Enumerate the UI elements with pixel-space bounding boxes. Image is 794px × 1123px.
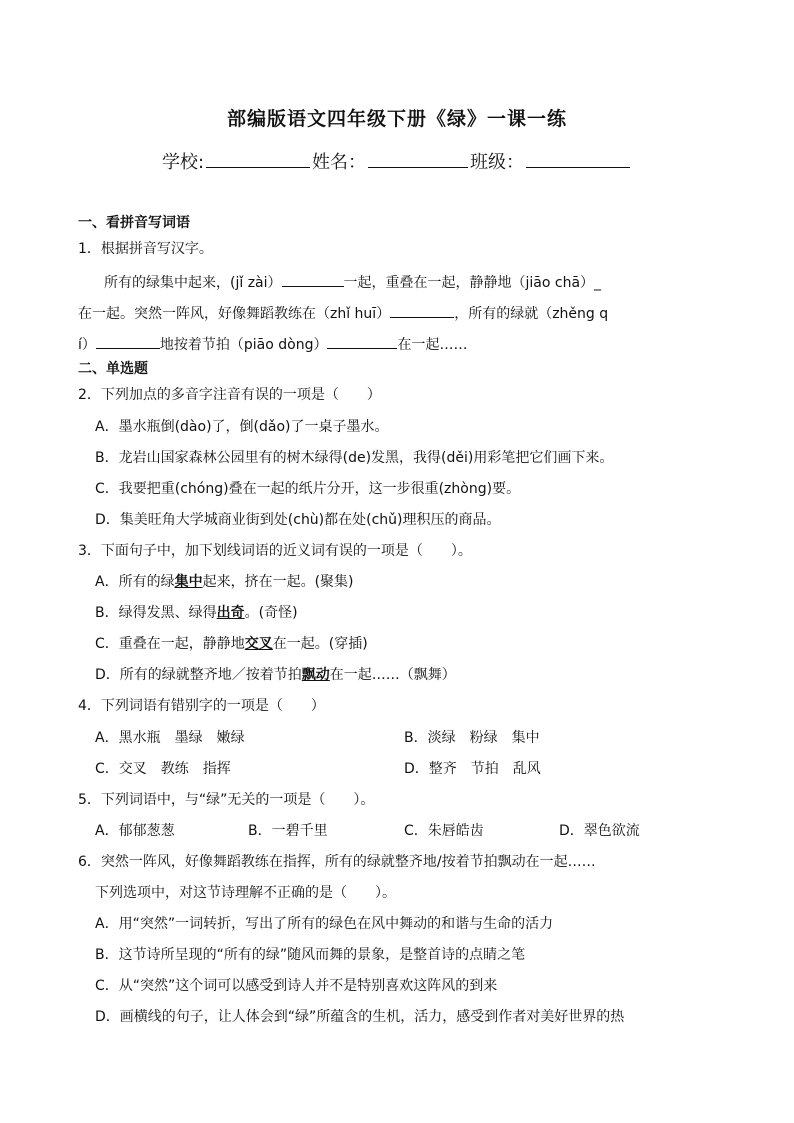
answer-blank[interactable] [390, 303, 454, 318]
q3-option-d[interactable] [95, 666, 456, 684]
q4-option-c[interactable]: C．交叉 教练 指挥 [95, 761, 231, 777]
q1-text: 在一起。突然一阵风，好像舞蹈教练在（zhǐ huī） [78, 306, 391, 322]
underlined-word: 飘动 [301, 667, 330, 683]
q1-line-3 [78, 334, 467, 354]
option-text: 起来，挤在一起。(聚集) [202, 574, 354, 590]
q3-option-c[interactable] [95, 635, 368, 653]
q5-option-a[interactable]: A．郁郁葱葱 [95, 823, 175, 839]
q1-text: ，所有的绿就（zhěng q [454, 306, 609, 322]
q1-text: 在一起…… [397, 337, 468, 353]
name-blank[interactable] [368, 149, 468, 168]
answer-blank[interactable] [282, 272, 344, 287]
question-2: 2．下列加点的多音字注音有误的一项是（ ） [78, 387, 381, 403]
section-2-heading: 二、单选题 [78, 361, 148, 377]
underlined-word: 集中 [174, 574, 203, 590]
q1-line-1 [104, 272, 601, 292]
q6-option-b[interactable]: B．这节诗所呈现的“所有的绿”随风而舞的景象，是整首诗的点睛之笔 [95, 947, 526, 963]
q1-text: 所有的绿集中起来，(jǐ zài） [104, 275, 282, 291]
option-text: 在一起……（飘舞） [329, 667, 456, 683]
q1-text: í） [78, 337, 96, 353]
name-label: 姓名： [312, 152, 367, 173]
class-label: 班级： [470, 152, 525, 173]
student-info-line [0, 148, 794, 174]
school-blank[interactable] [206, 149, 310, 168]
school-label: 学校: [161, 152, 205, 173]
question-3: 3．下面句子中，加下划线词语的近义词有误的一项是（ ）。 [78, 543, 472, 559]
q2-option-a[interactable]: A．墨水瓶倒(dào)了，倒(dǎo)了一桌子墨水。 [95, 419, 389, 435]
option-text: B．绿得发黑、绿得 [95, 605, 217, 621]
q6-option-a[interactable]: A．用“突然”一词转折，写出了所有的绿色在风中舞动的和谐与生命的活力 [95, 916, 554, 932]
q6-option-c[interactable]: C．从“突然”这个词可以感受到诗人并不是特别喜欢这阵风的到来 [95, 978, 498, 994]
section-1-heading: 一、看拼音写词语 [78, 215, 190, 231]
q3-option-a[interactable] [95, 573, 354, 591]
q4-option-b[interactable]: B．淡绿 粉绿 集中 [404, 730, 540, 746]
q3-option-b[interactable] [95, 604, 298, 622]
page-title: 部编版语文四年级下册《绿》一课一练 [226, 108, 567, 130]
question-6-subprompt: 下列选项中，对这节诗理解不正确的是（ ）。 [95, 885, 396, 901]
q1-text: 地按着节拍（piāo dòng） [159, 337, 328, 353]
q1-text: 一起，重叠在一起，静静地（jiāo chā）_ [343, 275, 602, 291]
q5-option-d[interactable]: D．翠色欲流 [559, 823, 640, 839]
q2-option-b[interactable]: B．龙岩山国家森林公园里有的树木绿得(de)发黑，我得(děi)用彩笔把它们画下来。 [95, 450, 614, 466]
q4-option-d[interactable]: D．整齐 节拍 乱风 [404, 761, 541, 777]
option-text: A．所有的绿 [95, 574, 175, 590]
question-6: 6．突然一阵风，好像舞蹈教练在指挥，所有的绿就整齐地/按着节拍飘动在一起…… [78, 854, 596, 870]
underlined-word: 交叉 [244, 636, 273, 652]
q2-option-d[interactable]: D．集美旺角大学城商业街到处(chù)都在处(chǔ)理积压的商品。 [95, 512, 501, 528]
option-text: D．所有的绿就整齐地／按着节拍 [95, 667, 302, 683]
q5-option-c[interactable]: C．朱唇皓齿 [404, 823, 484, 839]
q4-option-a[interactable]: A．黑水瓶 墨绿 嫩绿 [95, 730, 245, 746]
question-5: 5．下列词语中，与“绿”无关的一项是（ ）。 [78, 792, 375, 808]
answer-blank[interactable] [327, 334, 397, 349]
option-text: C．重叠在一起，静静地 [95, 636, 245, 652]
q6-option-d[interactable]: D．画横线的句子，让人体会到“绿”所蕴含的生机，活力，感受到作者对美好世界的热 [95, 1009, 625, 1025]
option-text: 在一起。(穿插) [272, 636, 368, 652]
class-blank[interactable] [526, 149, 630, 168]
answer-blank[interactable] [96, 334, 160, 349]
q2-option-c[interactable]: C．我要把重(chóng)叠在一起的纸片分开，这一步很重(zhòng)要。 [95, 481, 521, 497]
underlined-word: 出奇 [216, 605, 245, 621]
question-1: 1．根据拼音写汉字。 [78, 241, 213, 257]
q5-option-b[interactable]: B．一碧千里 [248, 823, 328, 839]
q1-line-2 [78, 303, 608, 323]
question-4: 4．下列词语有错别字的一项是（ ） [78, 698, 325, 714]
option-text: 。(奇怪) [244, 605, 298, 621]
